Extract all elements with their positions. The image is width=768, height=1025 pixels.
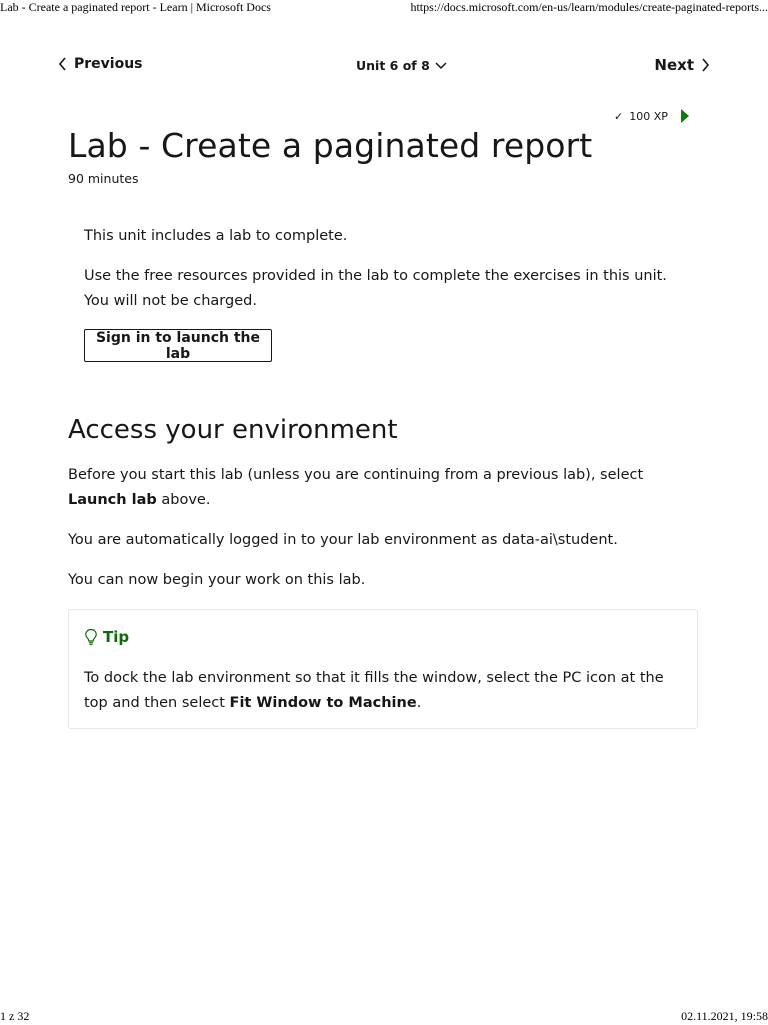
print-page-number: 1 z 32: [0, 1009, 30, 1023]
chevron-right-icon: [700, 58, 710, 72]
previous-button[interactable]: [58, 56, 143, 72]
fit-window-emphasis: Fit Window to Machine: [229, 695, 417, 711]
page-title: Lab - Create a paginated report: [68, 126, 593, 165]
lab-intro-text: This unit includes a lab to complete.: [84, 228, 348, 244]
launch-lab-emphasis: Launch lab: [68, 492, 157, 508]
section-body: [68, 463, 688, 608]
print-page-title: Lab - Create a paginated report - Learn | Microsoft Docs: [0, 0, 271, 14]
duration-label: 90 minutes: [68, 171, 139, 186]
paragraph-launch-lab: [68, 463, 688, 513]
tip-callout: [68, 609, 698, 729]
tip-text: [84, 666, 684, 716]
tip-text-before: To dock the lab environment so that it fills the window, select the PC icon at the top and then select: [84, 670, 664, 711]
xp-flag-icon: [680, 108, 690, 124]
paragraph-begin-work: You can now begin your work on this lab.: [68, 572, 366, 588]
lab-note-text: Use the free resources provided in the lab to complete the exercises in this unit. You will not be charged.: [84, 268, 667, 309]
chevron-left-icon: [58, 57, 68, 71]
lab-launch-panel: [84, 224, 684, 362]
xp-label: 100 XP: [629, 109, 668, 123]
tip-text-after: .: [416, 695, 422, 711]
print-url: https://docs.microsoft.com/en-us/learn/modules/create-paginated-reports...: [410, 0, 768, 14]
print-header: [0, 0, 768, 16]
lightbulb-icon: [84, 628, 98, 646]
xp-indicator: [614, 108, 690, 124]
paragraph-logged-in: You are automatically logged in to your lab environment as data-ai\student.: [68, 532, 618, 548]
tip-header: [84, 628, 129, 646]
unit-navigation: [58, 56, 710, 78]
checkmark-icon: ✓: [614, 109, 624, 123]
unit-selector[interactable]: [356, 56, 447, 76]
unit-label: Unit 6 of 8: [356, 58, 430, 73]
sign-in-launch-lab-button[interactable]: Sign in to launch the lab: [84, 329, 272, 362]
tip-label: Tip: [103, 628, 130, 646]
print-footer: [0, 1009, 768, 1025]
paragraph-launch-text-after: above.: [156, 492, 211, 508]
chevron-down-icon: [435, 61, 447, 71]
previous-label: Previous: [74, 56, 143, 72]
next-button[interactable]: [654, 56, 710, 74]
next-label: Next: [654, 56, 694, 74]
print-datetime: 02.11.2021, 19:58: [681, 1009, 768, 1023]
section-heading: Access your environment: [68, 415, 398, 445]
paragraph-launch-text-before: Before you start this lab (unless you are continuing from a previous lab), select: [68, 467, 644, 483]
